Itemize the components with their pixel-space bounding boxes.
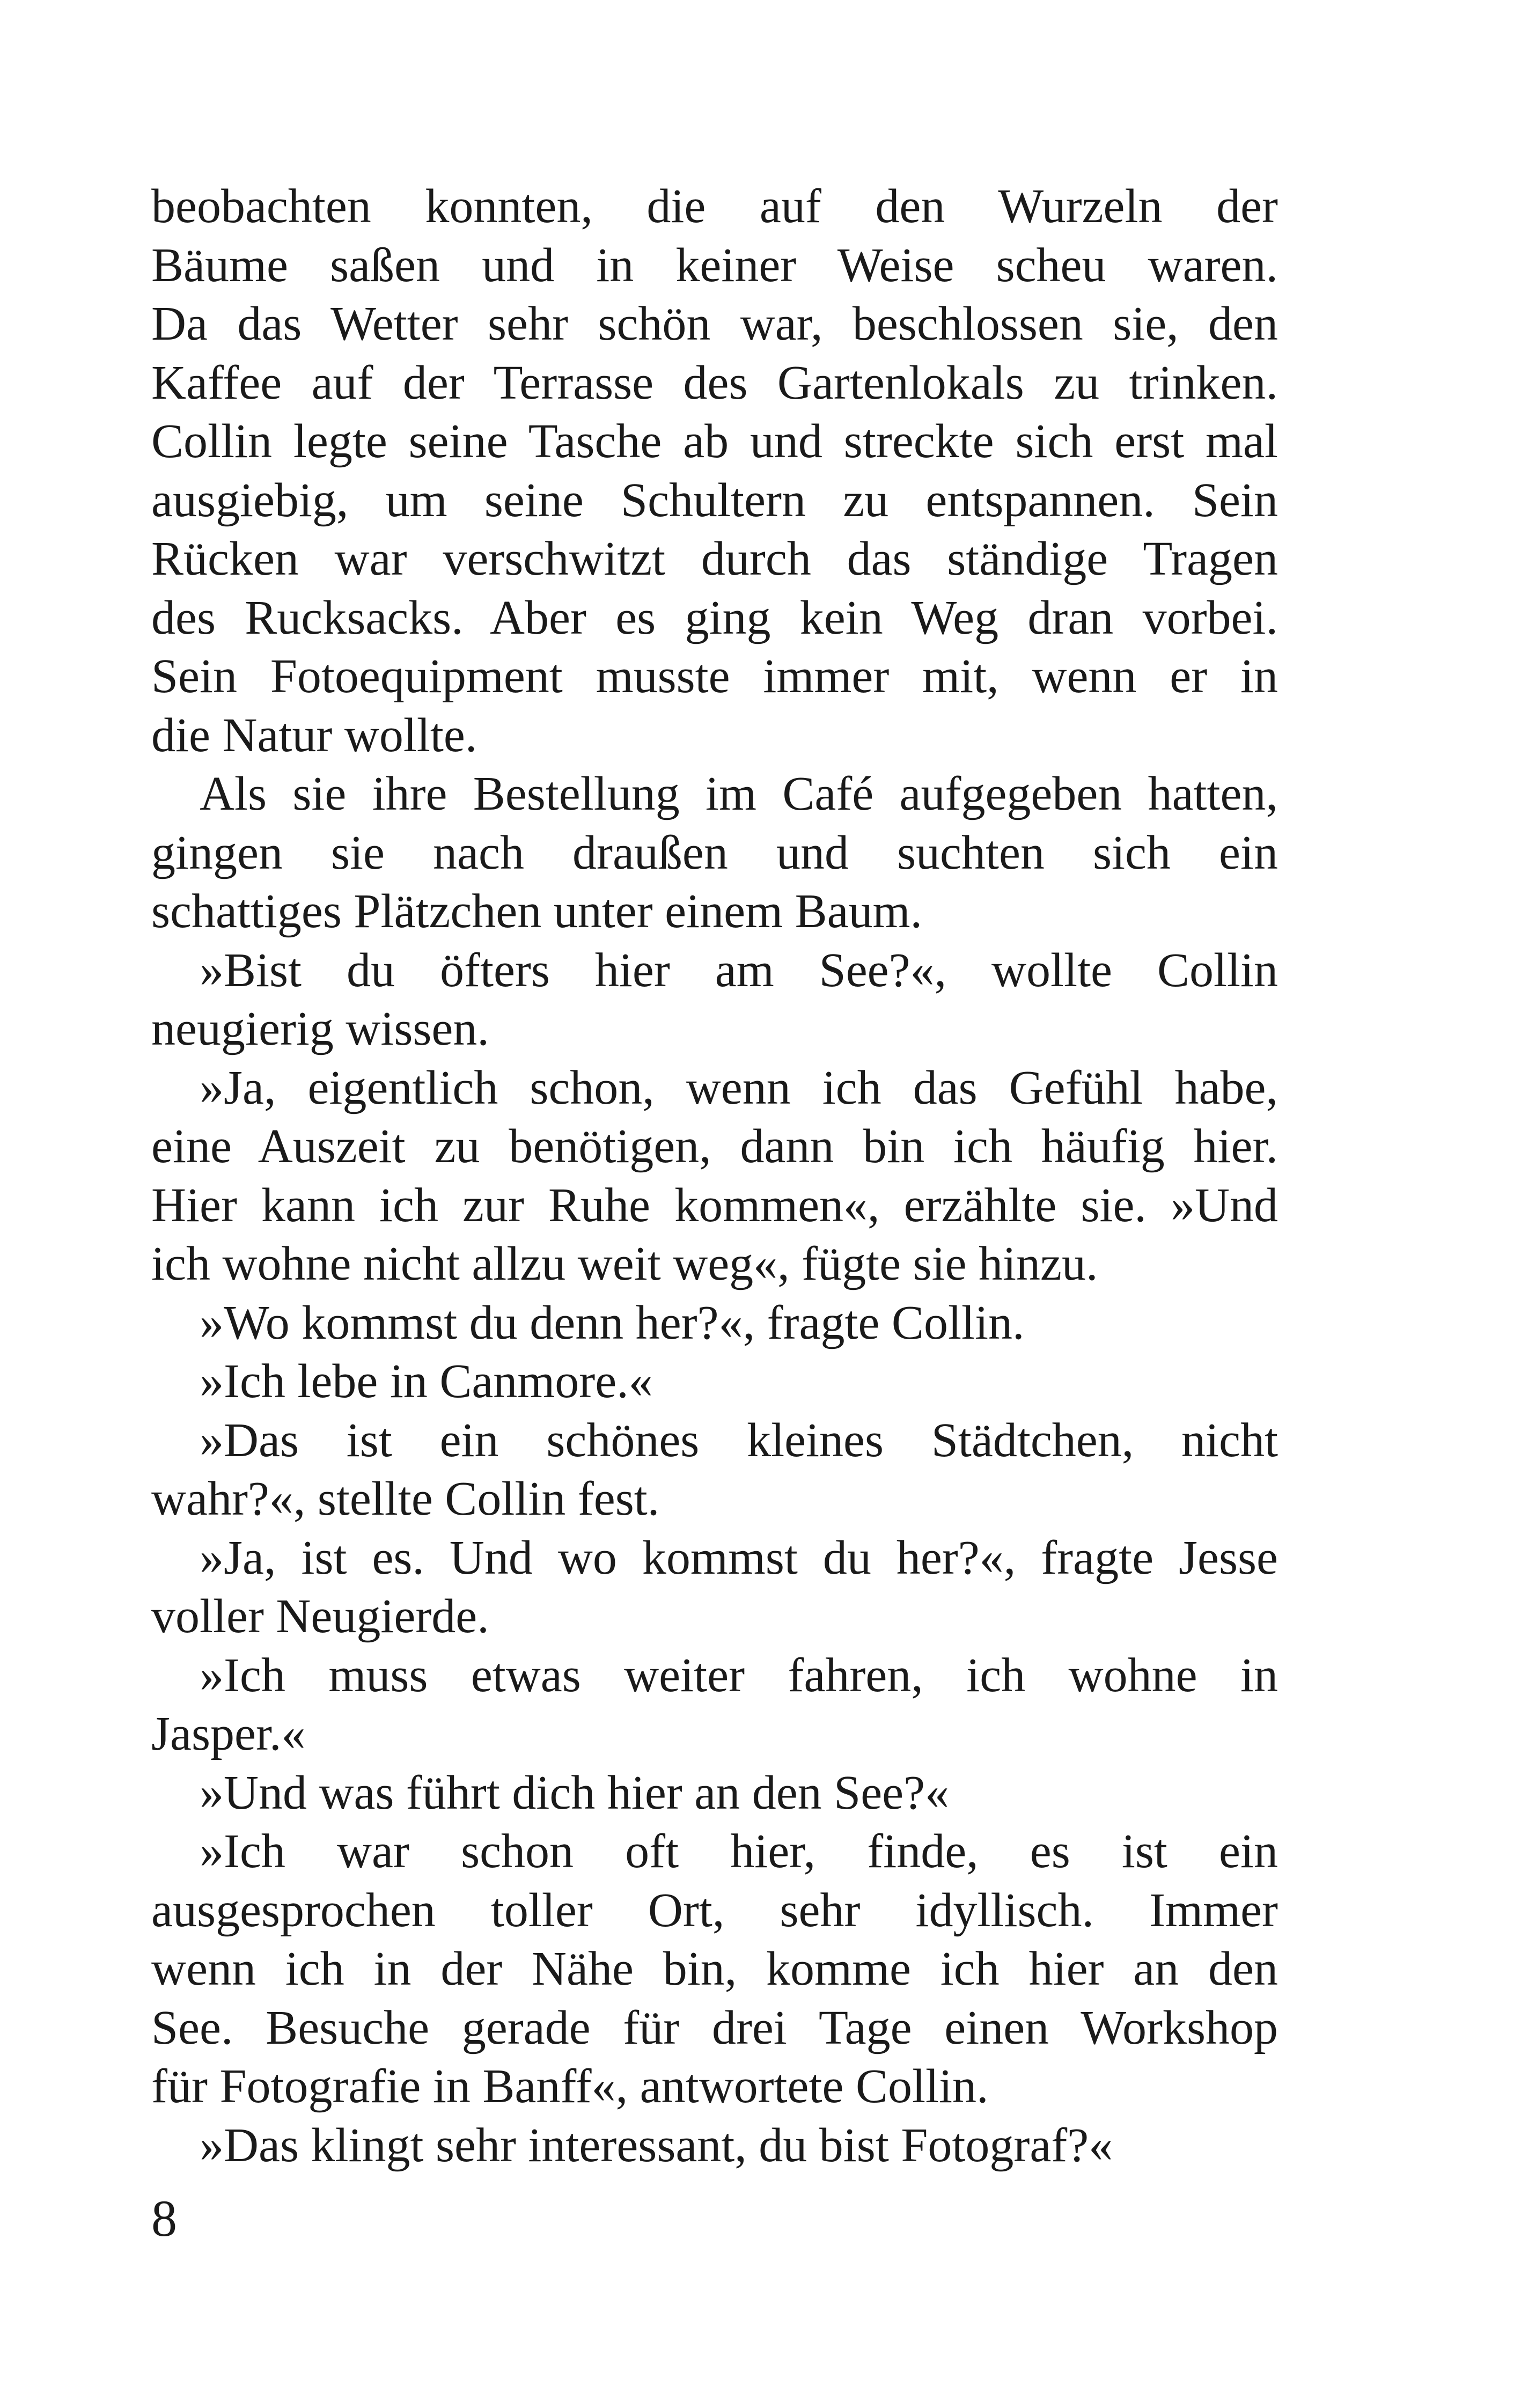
text-line: »Ich muss etwas weiter fahren, ich wohne in [200, 1648, 1278, 1702]
text-line: Bäume saßen und in keiner Weise scheu waren. [151, 238, 1278, 292]
paragraph [151, 1352, 1278, 1411]
paragraph [151, 765, 1278, 941]
paragraph [151, 2116, 1278, 2175]
text-line: ausgesprochen toller Ort, sehr idyllisch. Immer [151, 1883, 1278, 1937]
paragraph [151, 1059, 1278, 1294]
text-line: »Ich lebe in Canmore.« [200, 1355, 653, 1408]
text-line: beobachten konnten, die auf den Wurzeln der [151, 180, 1278, 233]
paragraph [151, 177, 1278, 765]
paragraph [151, 1646, 1278, 1764]
text-line: gingen sie nach draußen und suchten sich ein [151, 826, 1278, 879]
text-line: voller Neugierde. [151, 1590, 489, 1643]
text-line: »Und was führt dich hier an den See?« [200, 1766, 950, 1819]
paragraph [151, 1411, 1278, 1529]
text-line: für Fotografie in Banff«, antwortete Collin. [151, 2060, 989, 2113]
text-line: neugierig wissen. [151, 1002, 489, 1055]
text-line: »Ja, ist es. Und wo kommst du her?«, fragte Jesse [200, 1531, 1278, 1584]
text-line: »Das klingt sehr interessant, du bist Fotograf?« [200, 2118, 1113, 2172]
text-line: »Das ist ein schönes kleines Städtchen, nicht [200, 1413, 1278, 1467]
text-line: Jasper.« [151, 1707, 306, 1760]
text-line: wenn ich in der Nähe bin, komme ich hier an den [151, 1942, 1278, 1995]
text-line: schattiges Plätzchen unter einem Baum. [151, 885, 923, 938]
paragraph [151, 941, 1278, 1059]
text-line: die Natur wollte. [151, 708, 477, 762]
text-line: Hier kann ich zur Ruhe kommen«, erzählte sie. »Und [151, 1178, 1278, 1232]
text-line: »Ich war schon oft hier, finde, es ist ein [200, 1825, 1278, 1878]
text-line: des Rucksacks. Aber es ging kein Weg dran vorbei. [151, 591, 1278, 644]
text-line: Da das Wetter sehr schön war, beschlossen sie, den [151, 297, 1278, 350]
text-line: ich wohne nicht allzu weit weg«, fügte sie hinzu. [151, 1237, 1098, 1290]
text-line: wahr?«, stellte Collin fest. [151, 1472, 660, 1525]
text-line: Kaffee auf der Terrasse des Gartenlokals zu trinken. [151, 356, 1278, 409]
text-line: Als sie ihre Bestellung im Café aufgegeben hatten, [200, 767, 1278, 820]
text-line: ausgiebig, um seine Schultern zu entspannen. Sein [151, 473, 1278, 527]
paragraph [151, 1822, 1278, 2116]
text-line: »Bist du öfters hier am See?«, wollte Collin [200, 943, 1278, 997]
text-line: See. Besuche gerade für drei Tage einen Workshop [151, 2001, 1278, 2054]
paragraph [151, 1529, 1278, 1646]
paragraph [151, 1764, 1278, 1823]
body-text [151, 177, 1278, 2175]
page-number: 8 [151, 2190, 177, 2247]
text-line: Rücken war verschwitzt durch das ständige Tragen [151, 532, 1278, 585]
text-line: »Wo kommst du denn her?«, fragte Collin. [200, 1296, 1025, 1349]
text-line: »Ja, eigentlich schon, wenn ich das Gefühl habe, [200, 1061, 1278, 1114]
text-line: Collin legte seine Tasche ab und streckte sich erst mal [151, 415, 1278, 468]
text-line: eine Auszeit zu benötigen, dann bin ich häufig hier. [151, 1120, 1278, 1173]
paragraph [151, 1294, 1278, 1353]
text-line: Sein Fotoequipment musste immer mit, wenn er in [151, 650, 1278, 703]
